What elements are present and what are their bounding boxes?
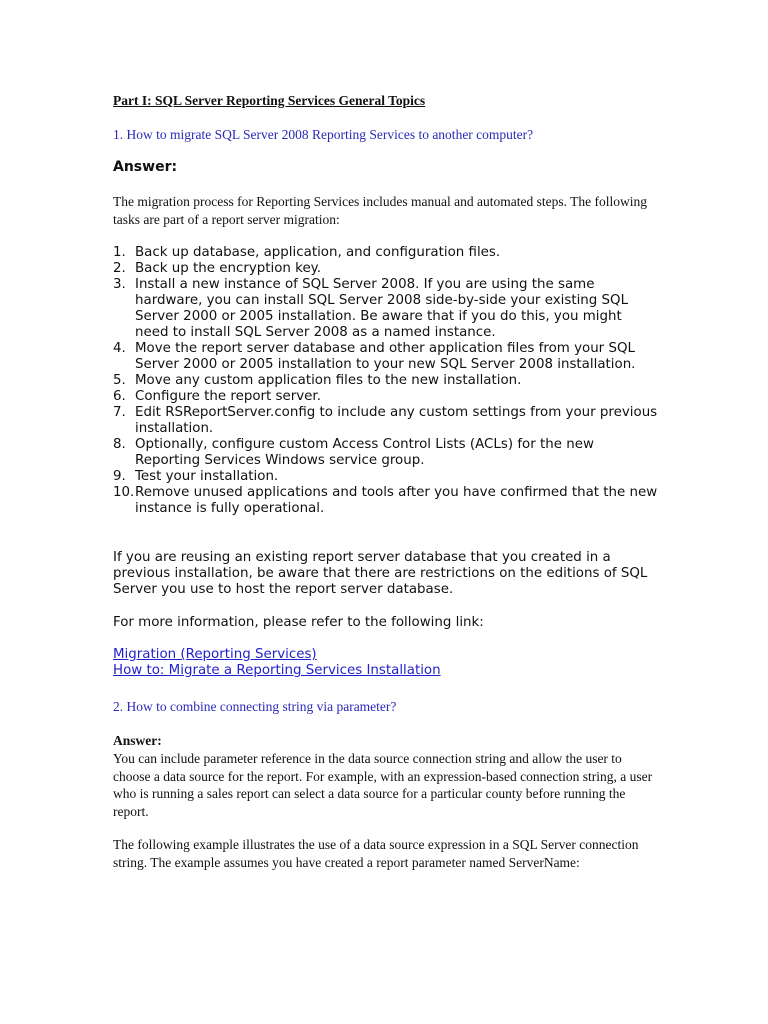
step-text: Move the report server database and other application files from your SQL Server 2000 or 2005 installation to your new SQL Server 2008 installation. [135, 341, 636, 372]
question-1: 1. How to migrate SQL Server 2008 Reporting Services to another computer? [113, 127, 534, 142]
step-text: Configure the report server. [135, 389, 321, 404]
answer-1-heading: Answer: [113, 159, 178, 175]
step-number: 10. [113, 485, 135, 500]
list-item [113, 341, 658, 373]
list-item [113, 405, 658, 437]
question-2: 2. How to combine connecting string via parameter? [113, 699, 397, 714]
step-text: Edit RSReportServer.config to include any custom settings from your previous installation. [135, 405, 658, 436]
list-item [113, 245, 658, 261]
step-number: 1. [113, 245, 126, 260]
more-info-text: For more information, please refer to the following link: [113, 615, 484, 630]
step-number: 2. [113, 261, 126, 276]
step-text: Back up the encryption key. [135, 261, 321, 276]
step-number: 6. [113, 389, 126, 404]
step-text: Back up database, application, and configuration files. [135, 245, 501, 260]
list-item [113, 469, 658, 485]
step-number: 8. [113, 437, 126, 452]
list-item [113, 373, 658, 389]
part-title: Part I: SQL Server Reporting Services General Topics [113, 93, 426, 108]
answer-2-paragraph-2: The following example illustrates the use of a data source expression in a SQL Server connection string. The example assumes you have created a report parameter named ServerName: [113, 837, 639, 870]
list-item [113, 485, 658, 517]
list-item [113, 389, 658, 405]
link-migration-reporting-services[interactable]: Migration (Reporting Services) [113, 647, 317, 662]
step-text: Install a new instance of SQL Server 2008. If you are using the same hardware, you can install SQL Server 2008 side-by-side your existing SQL Server 2000 or 2005 installation. Be aware that if you do this, you might need to install SQL Server 2008 as a named instance. [135, 277, 629, 340]
answer-2-paragraph-1: You can include parameter reference in the data source connection string and allow the user to choose a data source for the report. For example, with an expression-based connection string, a user who is running a sales report can select a data source for a particular county before running the report. [113, 751, 653, 819]
step-text: Test your installation. [135, 469, 279, 484]
step-number: 7. [113, 405, 126, 420]
step-number: 3. [113, 277, 126, 292]
step-text: Optionally, configure custom Access Control Lists (ACLs) for the new Reporting Services Windows service group. [135, 437, 594, 468]
migration-steps-list [113, 245, 658, 517]
step-text: Remove unused applications and tools after you have confirmed that the new instance is fully operational. [135, 485, 658, 516]
list-item [113, 437, 658, 469]
answer-2-heading: Answer: [113, 733, 162, 748]
step-number: 4. [113, 341, 126, 356]
step-number: 9. [113, 469, 126, 484]
list-item [113, 261, 658, 277]
step-number: 5. [113, 373, 126, 388]
step-text: Move any custom application files to the new installation. [135, 373, 522, 388]
reference-links [113, 647, 658, 679]
link-migrate-reporting-services-installation[interactable]: How to: Migrate a Reporting Services Installation [113, 663, 441, 678]
reuse-note: If you are reusing an existing report server database that you created in a previous installation, be aware that there are restrictions on the editions of SQL Server you use to host the report server database. [113, 550, 648, 597]
answer-1-intro: The migration process for Reporting Services includes manual and automated steps. The following tasks are part of a report server migration: [113, 194, 647, 227]
list-item [113, 277, 658, 341]
